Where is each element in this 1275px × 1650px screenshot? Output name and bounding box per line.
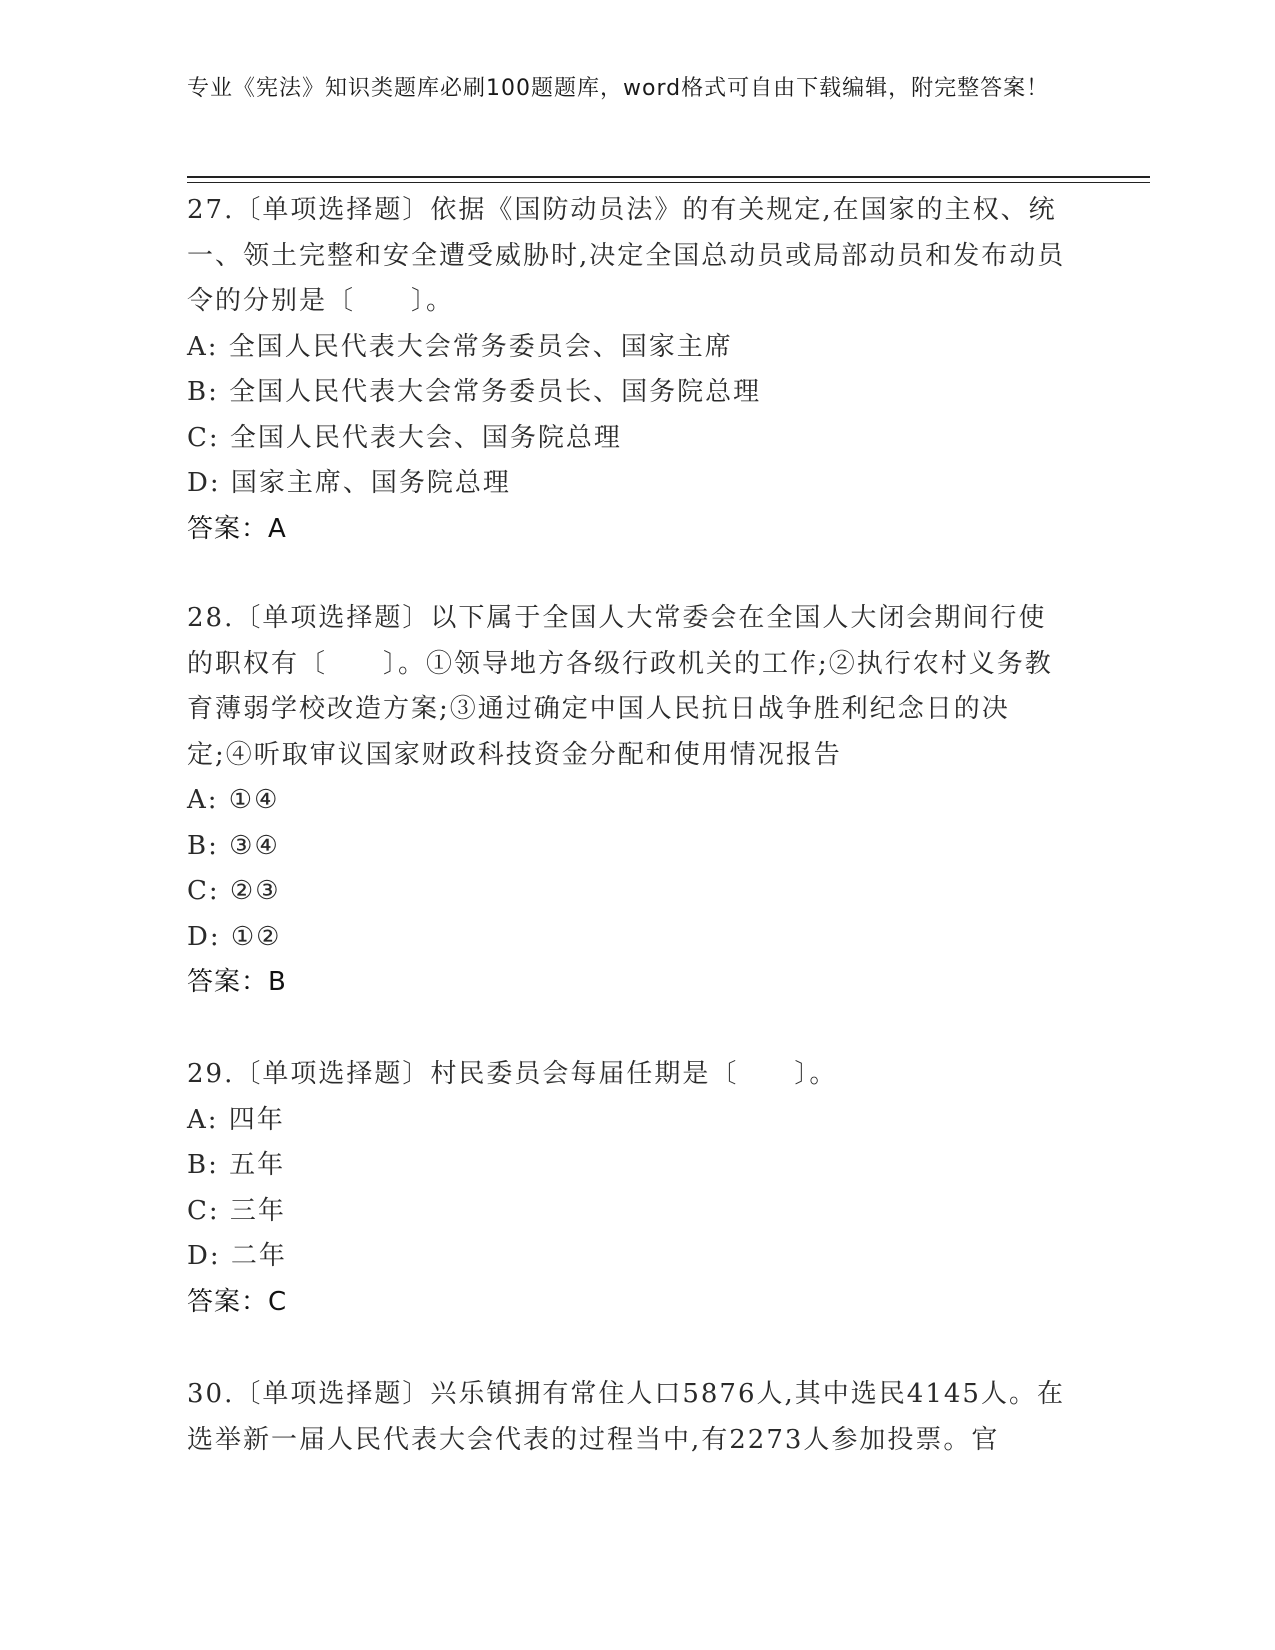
- document-header-title: 专业《宪法》知识类题库必刷100题题库，word格式可自由下载编辑，附完整答案！: [187, 76, 1050, 101]
- option-c: C: 三年: [187, 1195, 286, 1226]
- question-27: [187, 188, 1067, 552]
- question-stem: 30.〔单项选择题〕兴乐镇拥有常住人口5876人,其中选民4145人。在选举新一届人民代表大会代表的过程当中,有2273人参加投票。官: [187, 1379, 1065, 1455]
- question-stem: 27.〔单项选择题〕依据《国防动员法》的有关规定,在国家的主权、统一、领土完整和安全遭受威胁时,决定全国总动员或局部动员和发布动员令的分别是〔 〕。: [187, 195, 1066, 316]
- option-a: A: ①④: [187, 785, 280, 815]
- header-divider-thick: [187, 176, 1150, 178]
- option-a: A: 四年: [187, 1104, 285, 1135]
- option-b: B: ③④: [187, 830, 280, 861]
- question-29: [187, 1052, 1067, 1325]
- option-d: D: 二年: [187, 1241, 287, 1271]
- answer-line: 答案：C: [187, 1286, 288, 1317]
- answer-line: 答案：A: [187, 513, 287, 544]
- option-b: B: 全国人民代表大会常务委员长、国务院总理: [187, 377, 762, 407]
- option-a: A: 全国人民代表大会常务委员会、国家主席: [187, 331, 733, 362]
- option-d: D: ①②: [187, 921, 282, 952]
- question-30: [187, 1372, 1067, 1463]
- answer-line: 答案：B: [187, 967, 287, 997]
- question-stem: 29.〔单项选择题〕村民委员会每届任期是〔 〕。: [187, 1059, 838, 1089]
- question-28: [187, 596, 1067, 1006]
- question-stem: 28.〔单项选择题〕以下属于全国人大常委会在全国人大闭会期间行使的职权有〔 〕。①领导地方各级行政机关的工作;②执行农村义务教育薄弱学校改造方案;③通过确定中国人民抗日战争胜利纪念日的决定;④听取审议国家财政科技资金分配和使用情况报告: [187, 603, 1053, 770]
- header-divider-thin: [187, 182, 1150, 183]
- option-c: C: 全国人民代表大会、国务院总理: [187, 422, 622, 453]
- option-b: B: 五年: [187, 1150, 286, 1180]
- option-d: D: 国家主席、国务院总理: [187, 468, 511, 498]
- option-c: C: ②③: [187, 876, 281, 906]
